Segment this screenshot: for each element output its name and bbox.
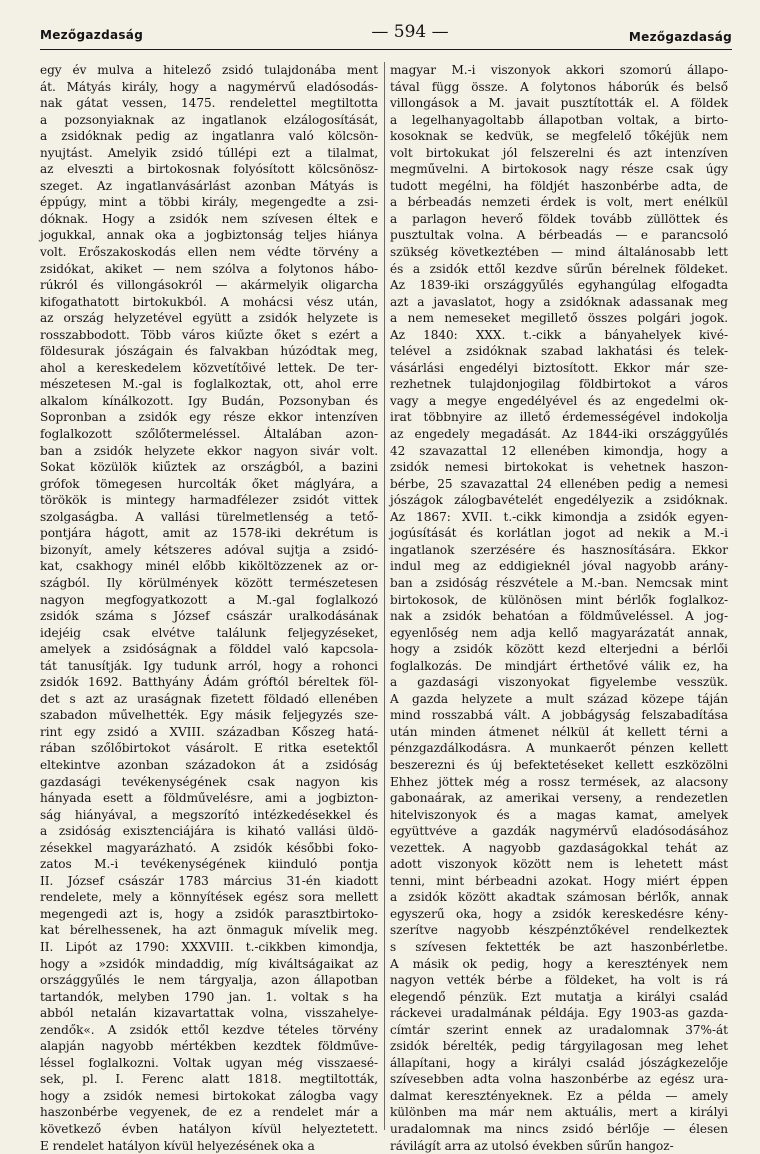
text-line: a zsidóság exisztenciájára is kiható vallási üldö- [40,824,378,839]
text-line: szeget. Az ingatlanvásárlást azonban Mátyás is [40,178,378,193]
text-line: jogukkal, annak oka a jogbiztonság teljes hiánya [40,228,378,243]
text-line: ingatlanok szerzésére és hasznosítására. Ekkor [390,542,728,557]
text-line: pontjára hágott, amit az 1578-iki dekrétum is [40,526,378,541]
text-line: földesurak jószágain és falvakban húzódtak meg, [40,344,378,359]
text-line: következő évben hatályon kívül helyeztetett. [40,1122,378,1136]
text-line: vagy a megye engedélyével és az engedelmi ok- [390,393,728,408]
text-line: alapján nagyobb mértékben kezdtek földműve- [40,1039,378,1054]
text-line: rendelete, mely a könnyítések egész sora mellett [40,890,378,905]
text-line: kat bérelhessenek, ha azt önmaguk mívelik meg. [40,923,378,938]
text-line: egy év mulva a hitelező zsidó tulajdonába ment [40,63,378,77]
text-line: tartandók, melyben 1790 jan. 1. voltak s ha [40,989,378,1004]
text-line: hogy a »zsidók mindaddig, míg kiváltságaikat az [40,956,378,971]
text-line: gabonaárak, az amerikai verseny, a rendezetlen [390,791,728,806]
text-line: Az 1867: XVII. t.-cikk kimondja a zsidók egyen- [390,509,728,524]
text-line: eltekintve azonban századokon át a zsidóság [40,757,378,772]
text-line: foglalkozott szőlőtermeléssel. Általában azon- [40,427,378,442]
text-line: a pozsonyiaknak az ingatlanok elzálogosítását, [40,112,378,127]
header-left-title: Mezőgazdaság [40,28,144,42]
text-line: Sopronban a zsidók egy része ekkor intenzíven [40,410,378,425]
text-line: A gazda helyzete a mult század közepe táján [390,691,728,706]
text-line: a legelhanyagoltabb állapotban voltak, a birto- [390,112,728,127]
text-line: kifogathatott birtokukból. A mohácsi vész után, [40,294,378,309]
text-line: s szívesen fektették be azt haszonbérletbe. [390,939,728,954]
text-line: nak a zsidók behatóan a földműveléssel. A jog- [390,609,728,624]
text-line: gazdasági tevékenységének csak nagyon kis [40,774,378,789]
text-line: foglalkozás. De mindjárt érthetővé válik ez, ha [390,658,728,673]
text-line: 42 szavazattal 12 ellenében kimondja, hogy a [390,443,728,458]
text-line: rint egy zsidó a XVIII. században Kőszeg hatá- [40,724,378,739]
text-line: rávilágít arra az utolsó években sűrűn hangoz- [390,1138,674,1153]
text-line: mind rosszabbá vált. A jobbágyság felszabadítása [390,708,728,723]
text-line: grófok tömegesen hurcolták őket máglyára, a [40,476,378,491]
text-line: volt. Erőszakoskodás ellen nem védte törvény a [40,245,378,260]
text-line: jogúsítását és korlátlan jogot ad nekik a M.-i [390,526,728,541]
text-line: telével a zsidóknak szabad lakhatási és telek- [390,344,728,359]
text-line: az engedely megadását. Az 1844-iki országgyűlés [390,427,728,442]
text-line: E rendelet hatályon kívül helyezésének oka a [40,1138,315,1153]
text-line: ság hiányával, a megszorító intézkedésekkel és [40,807,378,822]
text-line: a bérbeadás nemzeti érdek is volt, mert enélkül [390,195,728,210]
text-line: tával függ össze. A folytonos háborúk és belső [390,79,728,94]
text-line: dalmat keresztényeknek. Ez a példa — amely [390,1088,728,1103]
text-line: A másik ok pedig, hogy a keresztények nem [390,956,728,971]
text-line: alkalom kínálkozott. Igy Budán, Pozsonyban és [40,393,378,408]
header-right-title: Mezőgazdaság [628,30,732,44]
text-line: hányada esett a földművelésre, ami a jogbizton- [40,791,378,806]
text-line: egyszerű oka, hogy a zsidók kereskedésre kény- [390,906,728,921]
text-line: hogy a zsidók nemesi birtokokat zálogba vagy [40,1088,378,1103]
text-line: nak gátat vessen, 1475. rendelettel megtiltotta [40,96,378,111]
text-line: zendők«. A zsidók ettől kezdve tételes törvény [40,1022,378,1037]
text-line: hogy a zsidók között kezd elterjedni a bérlői [390,642,728,657]
text-line: különben ma már nem aktuális, mert a királyi [390,1105,728,1120]
text-line: kosoknak se kedvük, se megfelelő tőkéjük nem [390,129,728,144]
text-line: szágból. Ily körülmények között természetesen [40,575,378,590]
text-line: nyujtást. Amelyik zsidó túllépi ezt a tilalmat, [40,145,378,160]
column-divider [384,62,385,1130]
text-line: szükség következtében — mind általánosabb lett [390,245,728,260]
text-line: Sokat közülök kiűztek az országból, a bazini [40,460,378,475]
right-column [390,62,728,1153]
text-line: zsidók nemesi birtokokat is vehetnek haszon- [390,460,728,475]
text-line: a gazdasági viszonyokat figyelembe vesszük. [390,675,728,690]
text-line: uradalomnak ma nincs zsidó bérlője — élesen [390,1122,728,1136]
text-line: országgyűlés le nem tárgyalja, azon állapotban [40,973,378,988]
text-line: szabadon művelhették. Egy másik feljegyzés sze- [40,708,378,723]
text-line: zsidók bérelték, pedig tárgyilagosan meg lehet [390,1039,728,1054]
text-line: ban a zsidóság részvétele a M.-ban. Nemcsak mint [390,575,728,590]
text-line: amelyek a zsidóságnak a földdel való kapcsola- [40,642,378,657]
text-line: II. Lipót az 1790: XXXVIII. t.-cikkben kimondja, [40,939,378,954]
text-line: dóknak. Hogy a zsidók nem szívesen éltek e [40,211,378,226]
text-line: villongások a M. javait pusztították el. A földek [390,96,728,111]
text-line: beszerezni és új befektetéseket kellett eszközölni [390,757,728,772]
text-line: ahol a kereskedelem közvetítőivé lettek. De ter- [40,360,378,375]
text-line: a zsidók között akadtak számosan bérlők, annak [390,890,728,905]
text-line: vásárlási engedélyi biztosított. Ekkor már sze- [390,360,728,375]
text-line: zsidók száma s József császár uralkodásának [40,609,378,624]
text-line: bérbe, 25 szavazattal 24 ellenében pedig a nemesi [390,476,728,491]
text-line: a nem nemeseket megillető összes polgári jogok. [390,311,728,326]
text-line: törökök is mintegy harmadfélezer zsidót vittek [40,493,378,508]
text-line: birtokosok, de különösen mint bérlők foglalkoz- [390,592,728,607]
text-line: léssel foglalkozni. Voltak ugyan még visszaesé- [40,1055,378,1070]
text-line: pusztultak volna. A bérbeadás — e parancsoló [390,228,728,243]
text-line: pénzgazdálkodásra. A munkaerőt pénzen kellett [390,741,728,756]
text-line: idejéig csak elvétve találunk feljegyzéseket, [40,625,378,640]
text-line: volt birtokukat jól felszerelni és azt intenzíven [390,145,728,160]
text-line: azt a javaslatot, hogy a zsidóknak adassanak meg [390,294,728,309]
text-line: mészetesen M.-gal is foglalkoztak, ott, ahol erre [40,377,378,392]
text-line: tudott megélni, ha földjét haszonbérbe adta, de [390,178,728,193]
text-line: haszonbérbe vegyenek, de ez a rendelet már a [40,1105,378,1120]
text-line: rosszabbodott. Több város kiűzte őket s ezért a [40,327,378,342]
text-line: indul meg az eddigieknél jóval nagyobb arány- [390,559,728,574]
text-line: után minden átmenet nélkül át kellett térni a [390,724,728,739]
text-line: det s azt az uraságnak fizetett földadó ellenében [40,691,378,706]
page-number: — 594 — [371,22,449,42]
text-line: szerítve nagyobb készpénztőkével rendelkeztek [390,923,728,938]
text-line: címtár szerint ennek az uradalomnak 37%-át [390,1022,728,1037]
text-line: át. Mátyás király, hogy a nagymérvű eladósodás- [40,79,378,94]
text-line: elegendő pénzük. Ezt mutatja a királyi család [390,989,728,1004]
text-line: zatos M.-i tevékenységének kiinduló pontja [40,857,378,872]
text-line: rúkról és villongásokról — akármelyik oligarcha [40,278,378,293]
text-line: szívesebben adta volna haszonbérbe az egész ura- [390,1072,728,1087]
text-line: az elveszti a birtokosnak folyósított kölcsönösz- [40,162,378,177]
text-line: Az 1839-iki országgyűlés egyhangúlag elfogadta [390,278,728,293]
text-line: hitelviszonyok és a magas kamat, amelyek [390,807,728,822]
text-line: nagyon megfogyatkozott a M.-gal foglalkozó [40,592,378,607]
text-line: ban a zsidók helyzete ekkor nagyon sivár volt. [40,443,378,458]
text-line: éppúgy, mint a többi király, megengedte a zsi- [40,195,378,210]
text-line: megművelni. A birtokosok nagy része csak úgy [390,162,728,177]
text-line: Ehhez jöttek még a rossz termések, az alacsony [390,774,728,789]
text-line: irat többnyire az illető érdemességével indokolja [390,410,728,425]
text-line: bizonyít, amely kétszeres adóval sujtja a zsidó- [40,542,378,557]
text-line: állapítani, hogy a királyi család jószágkezelője [390,1055,728,1070]
text-line: kat, csakhogy minél előbb kiköltözzenek az or- [40,559,378,574]
text-line: szolgaságba. A vallási türelmetlenség a tető- [40,509,378,524]
text-line: egyenlőség nem adja kellő magyarázatát annak, [390,625,728,640]
text-line: rában szőlőbirtokot vásárolt. E ritka esetektől [40,741,378,756]
text-line: rezhetnek tulajdonjogilag földbirtokot a város [390,377,728,392]
text-line: vezettek. A nagyobb gazdaságokkal tehát az [390,840,728,855]
text-line: zsidók 1692. Batthyány Ádám gróftól béreltek föl- [40,675,378,690]
text-line: tát tanusítják. Igy tudunk arról, hogy a rohonci [40,658,378,673]
text-line: sek, pl. I. Ferenc alatt 1818. megtiltották, [40,1072,378,1087]
running-header [40,22,732,48]
text-line: a parlagon heverő földek tovább züllöttek és [390,211,728,226]
text-line: abból netalán kizavartattak volna, visszahelye- [40,1006,378,1021]
text-line: magyar M.-i viszonyok akkori szomorú állapo- [390,63,728,77]
text-line: II. József császár 1783 március 31-én kiadott [40,873,378,888]
text-line: együttvéve a gazdák nagymérvű eladósodásához [390,824,728,839]
text-line: ráckevei uradalmának példája. Egy 1903-as gazda- [390,1006,728,1021]
header-rule [40,49,732,50]
text-line: zsidókat, akiket — nem szólva a folytonos hábo- [40,261,378,276]
text-line: adott viszonyok között nem is lehetett mást [390,857,728,872]
text-line: tenni, mint bérbeadni azokat. Hogy miért éppen [390,873,728,888]
text-line: és a zsidók ettől kezdve sűrűn bérelnek földeket. [390,261,728,276]
text-line: megengedi azt is, hogy a zsidók parasztbirtoko- [40,906,378,921]
text-line: zésekkel magyarázható. A zsidók későbbi foko- [40,840,378,855]
left-column [40,62,378,1153]
text-line: jószágok zálogbavételét engedélyezik a zsidóknak. [390,493,728,508]
text-line: nagyon vették bérbe a földeket, ha volt is rá [390,973,728,988]
text-line: az ország helyzetével együtt a zsidók helyzete is [40,311,378,326]
text-line: a zsidóknak pedig az ingatlanra való kölcsön- [40,129,378,144]
text-line: Az 1840: XXX. t.-cikk a bányahelyek kivé- [390,327,728,342]
